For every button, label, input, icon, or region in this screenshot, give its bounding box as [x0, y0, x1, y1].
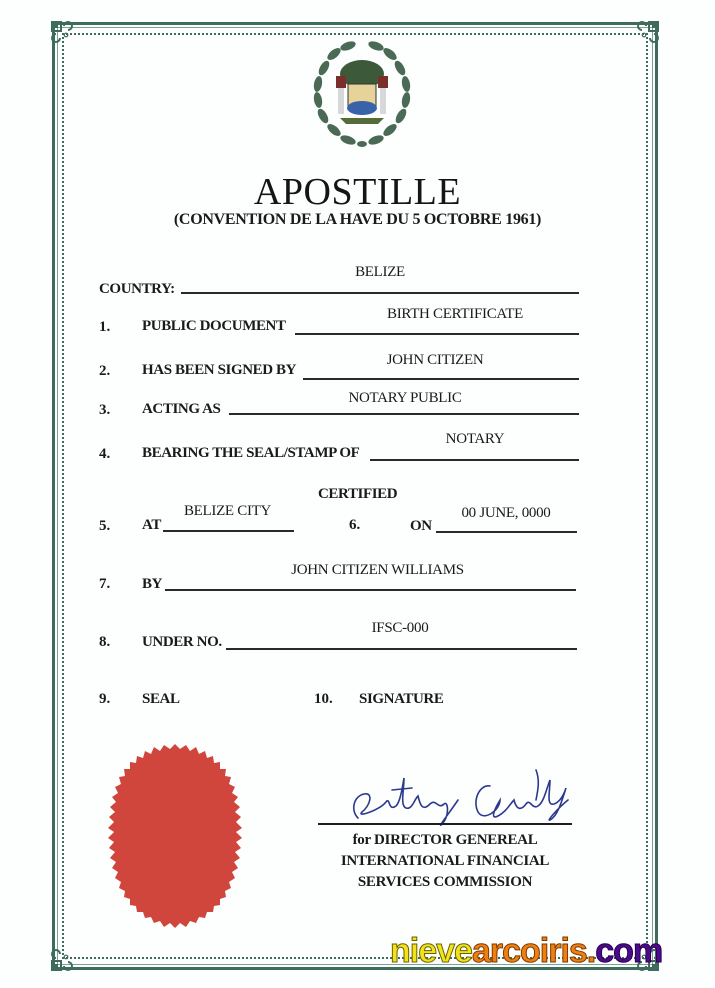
item-number: 9. — [99, 691, 111, 707]
by-field-line — [165, 589, 576, 591]
document-title: APOSTILLE — [253, 171, 462, 213]
signature-line — [318, 823, 572, 825]
item-number: 1. — [99, 319, 111, 335]
seal-stamp-of-label: BEARING THE SEAL/STAMP OF — [142, 445, 360, 461]
item-number: 10. — [314, 691, 333, 707]
on-value: 00 JUNE, 0000 — [461, 505, 551, 521]
item-number: 5. — [99, 518, 111, 534]
acting-as-label: ACTING AS — [142, 401, 221, 417]
signatory-line-2: INTERNATIONAL FINANCIAL — [340, 853, 550, 869]
corner-ornament-icon — [50, 942, 80, 972]
website-watermark — [390, 932, 662, 970]
watermark-part-1: nieve — [390, 932, 472, 970]
item-number: 7. — [99, 576, 111, 592]
document-subtitle: (CONVENTION DE LA HAVE DU 5 OCTOBRE 1961) — [173, 211, 542, 228]
seal-stamp-of-field-line — [370, 459, 579, 461]
acting-as-field-line — [229, 413, 579, 415]
item-number: 3. — [99, 402, 111, 418]
under-no-field-line — [226, 648, 577, 650]
public-document-value: BIRTH CERTIFICATE — [386, 306, 524, 322]
corner-ornament-icon — [50, 20, 80, 50]
item-number: 4. — [99, 446, 111, 462]
acting-as-value: NOTARY PUBLIC — [348, 390, 462, 406]
on-label: ON — [410, 518, 432, 534]
corner-ornament-icon — [630, 20, 660, 50]
item-number: 8. — [99, 634, 111, 650]
red-wax-seal-icon — [100, 742, 250, 930]
signatory-line-3: SERVICES COMMISSION — [357, 874, 533, 890]
watermark-part-3: com — [595, 932, 663, 970]
at-label: AT — [142, 517, 161, 533]
item-number: 6. — [349, 517, 361, 533]
handwritten-signature-icon — [340, 760, 580, 830]
signature-label: SIGNATURE — [359, 691, 444, 707]
under-no-label: UNDER NO. — [142, 634, 222, 650]
public-document-label: PUBLIC DOCUMENT — [142, 318, 286, 334]
belize-coat-of-arms-icon — [310, 38, 414, 150]
seal-stamp-of-value: NOTARY — [445, 431, 505, 447]
signed-by-value: JOHN CITIZEN — [386, 352, 484, 368]
certified-heading: CERTIFIED — [318, 486, 398, 502]
signatory-line-1: for DIRECTOR GENEREAL — [352, 832, 538, 848]
country-field-line — [181, 292, 579, 294]
signed-by-label: HAS BEEN SIGNED BY — [142, 362, 297, 378]
watermark-part-2: arcoiris. — [471, 932, 596, 970]
at-value: BELIZE CITY — [183, 503, 272, 519]
country-label: COUNTRY: — [99, 281, 175, 297]
on-field-line — [436, 531, 577, 533]
by-value: JOHN CITIZEN WILLIAMS — [291, 562, 464, 578]
country-value: BELIZE — [355, 264, 405, 280]
item-number: 2. — [99, 363, 111, 379]
under-no-value: IFSC-000 — [371, 620, 429, 636]
seal-label: SEAL — [142, 691, 180, 707]
at-field-line — [163, 530, 294, 532]
by-label: BY — [142, 576, 163, 592]
signed-by-field-line — [303, 378, 579, 380]
public-document-field-line — [295, 333, 579, 335]
